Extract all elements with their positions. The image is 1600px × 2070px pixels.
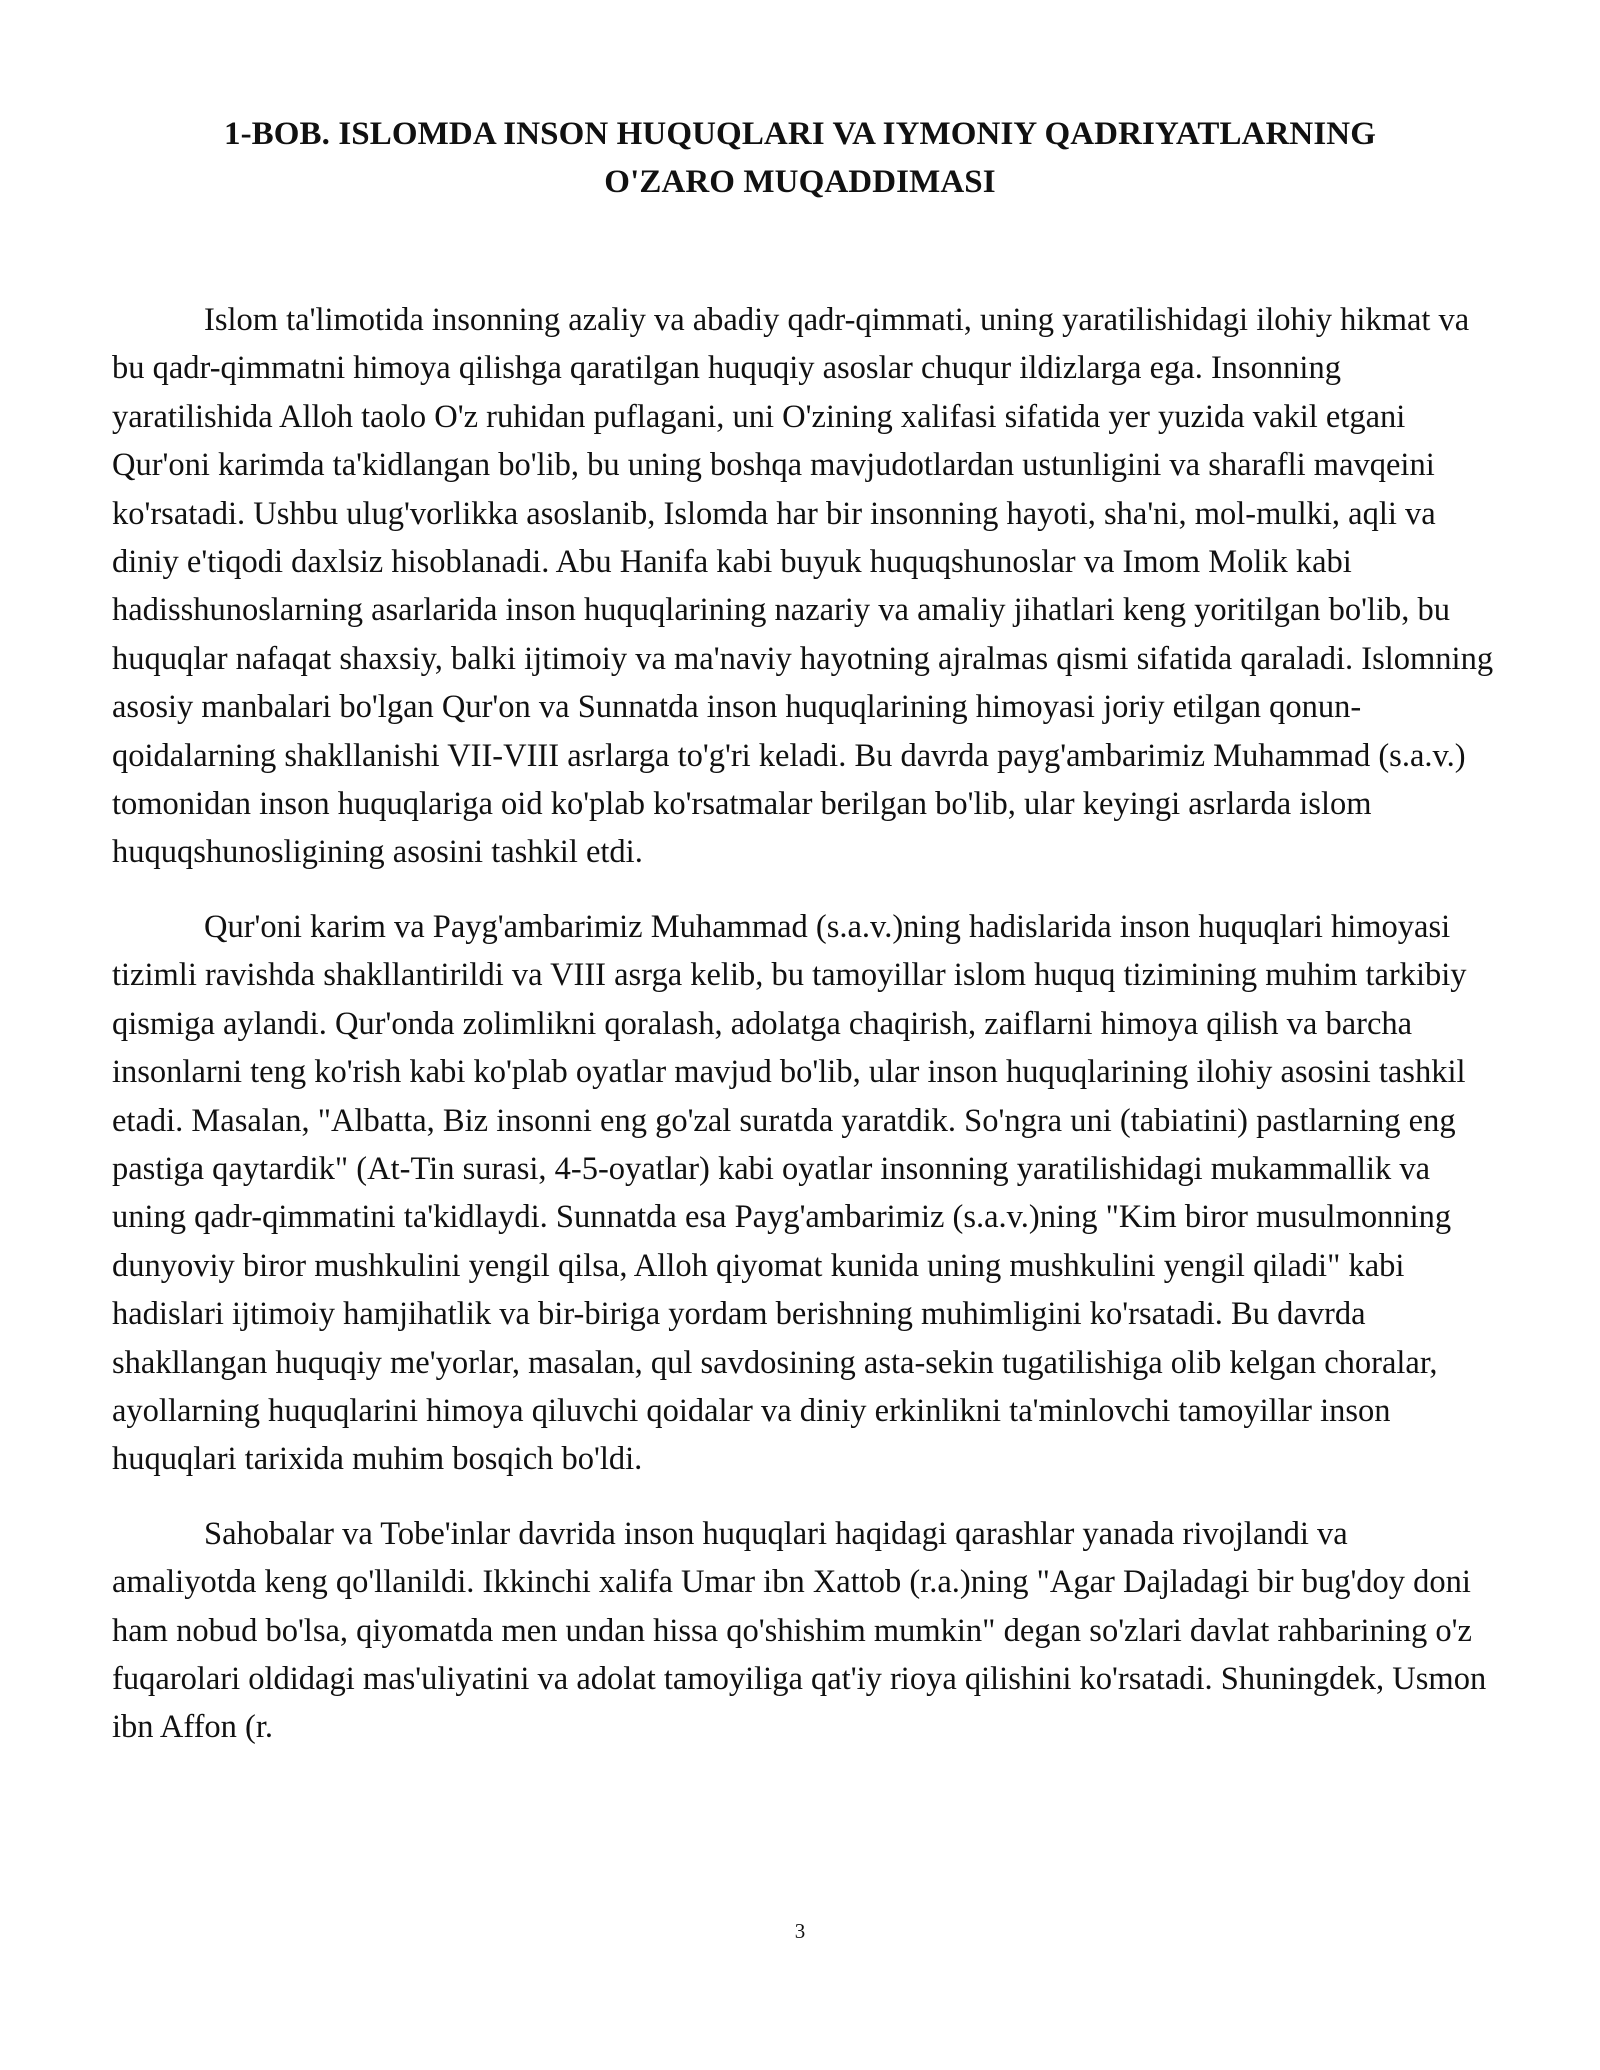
chapter-title-line-2: O'ZARO MUQADDIMASI (604, 164, 996, 200)
page-number: 3 (794, 1919, 806, 1943)
chapter-title-line-1: 1-BOB. ISLOMDA INSON HUQUQLARI VA IYMONIY QADRIYATLARNING (223, 116, 1376, 152)
body-text (112, 296, 1498, 1778)
chapter-title (110, 110, 1490, 206)
paragraph-3: Sahobalar va Tobe'inlar davrida inson huquqlari haqidagi qarashlar yanada rivojlandi va amaliyotda keng qo'llanildi. Ikkinchi xalifa Umar ibn Xattob (r.a.)ning "Agar Dajladagi bir bug'doy doni ham nobud bo'lsa, qiyomatda men undan hissa qo'shishim mumkin" degan so'zlari davlat rahbarining o'z fuqarolari oldidagi mas'uliyatini va adolat tamoyiliga qat'iy rioya qilishini ko'rsatadi. Shuningdek, Usmon ibn Affon (r. (112, 1515, 1487, 1746)
paragraph-1: Islom ta'limotida insonning azaliy va abadiy qadr-qimmati, uning yaratilishidagi ilohiy hikmat va bu qadr-qimmatni himoya qilishga qaratilgan huquqiy asoslar chuqur ildizlarga ega. Insonning yaratilishida Alloh taolo O'z ruhidan puflagani, uni O'zining xalifasi sifatida yer yuzida vakil etgani Qur'oni karimda ta'kidlangan bo'lib, bu uning boshqa mavjudotlardan ustunligini va sharafli mavqeini ko'rsatadi. Ushbu ulug'vorlikka asoslanib, Islomda har bir insonning hayoti, sha'ni, mol-mulki, aqli va diniy e'tiqodi daxlsiz hisoblanadi. Abu Hanifa kabi buyuk huquqshunoslar va Imom Molik kabi hadisshunoslarning asarlarida inson huquqlarining nazariy va amaliy jihatlari keng yoritilgan bo'lib, bu huquqlar nafaqat shaxsiy, balki ijtimoiy va ma'naviy hayotning ajralmas qismi sifatida qaraladi. Islomning asosiy manbalari bo'lgan Qur'on va Sunnatda inson huquqlarining himoyasi joriy etilgan qonun-qoidalarning shakllanishi VII-VIII asrlarga to'g'ri keladi. Bu davrda payg'ambarimiz Muhammad (s.a.v.) tomonidan inson huquqlariga oid ko'plab ko'rsatmalar berilgan bo'lib, ular keyingi asrlarda islom huquqshunosligining asosini tashkil etdi. (112, 302, 1494, 871)
paragraph-2: Qur'oni karim va Payg'ambarimiz Muhammad (s.a.v.)ning hadislarida inson huquqlari himoyasi tizimli ravishda shakllantirildi va VIII asrga kelib, bu tamoyillar islom huquq tizimining muhim tarkibiy qismiga aylandi. Qur'onda zolimlikni qoralash, adolatga chaqirish, zaiflarni himoya qilish va barcha insonlarni teng ko'rish kabi ko'plab oyatlar mavjud bo'lib, ular inson huquqlarining ilohiy asosini tashkil etadi. Masalan, "Albatta, Biz insonni eng go'zal suratda yaratdik. So'ngra uni (tabiatini) pastlarning eng pastiga qaytardik" (At-Tin surasi, 4-5-oyatlar) kabi oyatlar insonning yaratilishidagi mukammallik va uning qadr-qimmatini ta'kidlaydi. Sunnatda esa Payg'ambarimiz (s.a.v.)ning "Kim biror musulmonning dunyoviy biror mushkulini yengil qilsa, Alloh qiyomat kunida uning mushkulini yengil qiladi" kabi hadislari ijtimoiy hamjihatlik va bir-biriga yordam berishning muhimligini ko'rsatadi. Bu davrda shakllangan huquqiy me'yorlar, masalan, qul savdosining asta-sekin tugatilishiga olib kelgan choralar, ayollarning huquqlarini himoya qiluvchi qoidalar va diniy erkinlikni ta'minlovchi tamoyillar inson huquqlari tarixida muhim bosqich bo'ldi. (112, 908, 1467, 1478)
